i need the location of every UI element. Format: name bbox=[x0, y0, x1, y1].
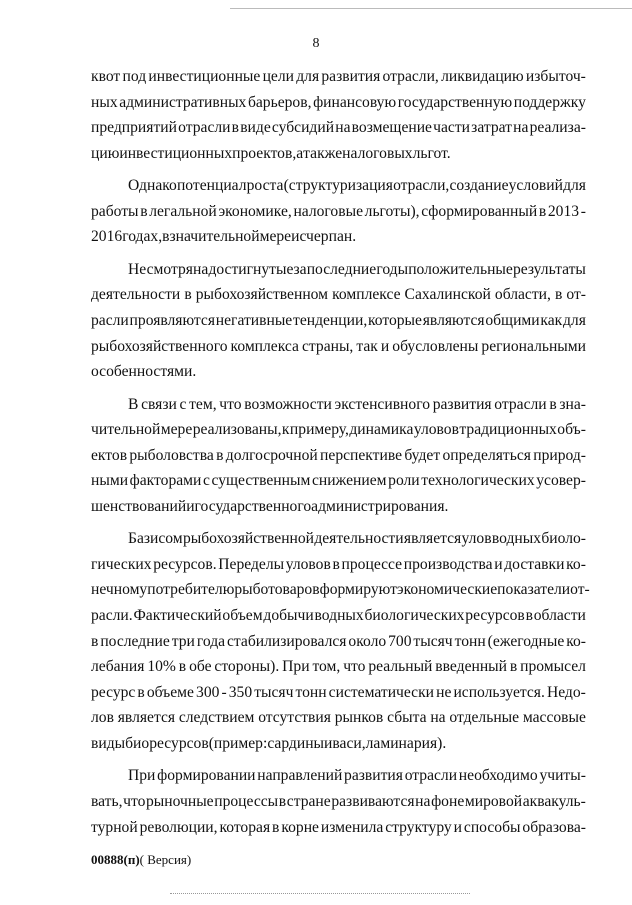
paragraph-gap bbox=[91, 250, 586, 257]
text-line: нечному потребителю рыботоваров формируют экономические показатели от- bbox=[91, 581, 590, 599]
text-line: Однако потенциал роста (структуризация отрасли, создание условий для bbox=[128, 177, 586, 195]
text-line: лов является следствием отсутствия рынков сбыта на отдельные массовые bbox=[91, 709, 586, 727]
text-line: шенствований и государственного администрирования. bbox=[91, 497, 449, 515]
text-line: В связи с тем, что возможности экстенсивного развития отрасли в зна- bbox=[128, 395, 586, 413]
text-line: рыбохозяйственного комплекса страны, так и обусловлены региональными bbox=[91, 337, 586, 355]
paragraph-gap bbox=[91, 519, 586, 526]
text-line: работы в легальной экономике, налоговые льготы), сформированный в 2013 - bbox=[91, 202, 586, 220]
text-line: ными факторами с существенным снижением роли технологических усовер- bbox=[91, 472, 586, 490]
text-line: цию инвестиционных проектов, а также налоговых льгот. bbox=[91, 144, 451, 162]
text-line: виды биоресурсов (пример: сардины иваси, ламинария). bbox=[91, 735, 447, 753]
footer-code: 00888(п) bbox=[91, 852, 140, 867]
text-line: предприятий отрасли в виде субсидий на возмещение части затрат на реализа- bbox=[91, 119, 586, 137]
body-text bbox=[91, 64, 590, 840]
footer bbox=[91, 852, 191, 868]
text-line: ектов рыболовства в долгосрочной перспективе будет определяться природ- bbox=[91, 446, 586, 464]
paragraph bbox=[91, 526, 590, 756]
text-line: 2016 годах, в значительной мере исчерпан. bbox=[91, 228, 357, 246]
paragraph-gap bbox=[91, 385, 586, 392]
text-line: деятельности в рыбохозяйственном комплексе Сахалинской области, в от- bbox=[91, 286, 586, 304]
text-line: расли проявляются негативные тенденции, которые являются общими как для bbox=[91, 311, 586, 329]
text-line: расли. Фактический объем добычи водных биологических ресурсов в области bbox=[91, 607, 586, 625]
text-line: ных административных барьеров, финансовую государственную поддержку bbox=[91, 93, 586, 111]
page-number: 8 bbox=[312, 36, 320, 51]
paragraph bbox=[91, 763, 586, 840]
text-line: При формировании направлений развития отрасли необходимо учиты- bbox=[128, 767, 586, 785]
top-edge-line bbox=[230, 8, 632, 9]
paragraph bbox=[91, 257, 586, 385]
paragraph bbox=[91, 173, 586, 250]
text-line: в последние три года стабилизировался около 700 тысяч тонн (ежегодные ко- bbox=[91, 632, 586, 650]
text-line: вать, что рыночные процессы в стране развиваются на фоне мировой аквакуль- bbox=[91, 793, 586, 811]
paragraph bbox=[91, 64, 586, 166]
text-line: лебания 10% в обе стороны). При том, что реальный введенный в промысел bbox=[91, 658, 586, 676]
text-line: ресурс в объеме 300 - 350 тысяч тонн систематически не используется. Недо- bbox=[91, 683, 586, 701]
scan-artifact bbox=[170, 893, 470, 898]
text-line: Базисом рыбохозяйственной деятельности является улов водных биоло- bbox=[128, 530, 586, 548]
text-line: квот под инвестиционные цели для развития отрасли, ликвидацию избыточ- bbox=[91, 68, 586, 85]
text-line: чительной мере реализованы, к примеру, динамика уловов традиционных объ- bbox=[91, 421, 586, 439]
text-line: гических ресурсов. Переделы уловов в процессе производства и доставки ко- bbox=[91, 555, 586, 573]
text-line: Несмотря на достигнутые за последние годы положительные результаты bbox=[128, 260, 586, 278]
paragraph bbox=[91, 392, 586, 520]
footer-version: ( Версия) bbox=[139, 852, 192, 867]
text-line: турной революции, которая в корне изменила структуру и способы образова- bbox=[91, 818, 586, 836]
paragraph-gap bbox=[91, 757, 586, 764]
paragraph-gap bbox=[91, 166, 586, 173]
text-line: особенностями. bbox=[91, 363, 197, 381]
